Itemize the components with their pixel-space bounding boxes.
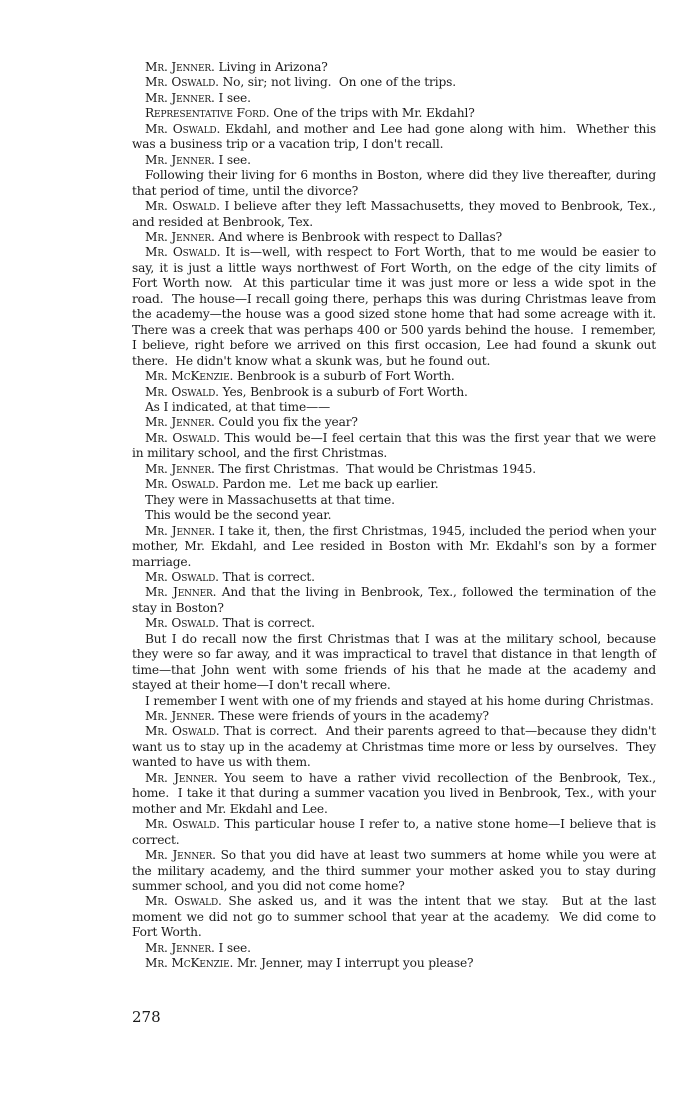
paragraph-text: That is correct. — [218, 569, 315, 584]
transcript-paragraph — [132, 199, 660, 230]
transcript-paragraph — [132, 956, 656, 971]
speaker-label: Mr. Jenner. — [145, 585, 217, 600]
transcript-paragraph — [132, 106, 656, 121]
transcript-paragraph — [132, 817, 660, 848]
transcript-paragraph — [132, 585, 660, 616]
speaker-label: Mr. Oswald. — [145, 121, 221, 136]
transcript-paragraph — [132, 894, 660, 940]
transcript-body — [132, 60, 664, 972]
transcript-paragraph — [132, 477, 656, 492]
paragraph-text: So that you did have at least two summers at home while you were at the military academy, and the third summer your mother asked you to stay during summer school, and you did not come home? — [132, 848, 660, 894]
transcript-paragraph — [132, 462, 656, 477]
transcript-paragraph — [132, 385, 656, 400]
speaker-label: Mr. Jenner. — [145, 523, 216, 538]
paragraph-text: Benbrook is a suburb of Fort Worth. — [233, 369, 455, 384]
transcript-paragraph — [132, 493, 656, 508]
paragraph-text: You seem to have a rather vivid recollection of the Benbrook, Tex., home. I take it that during a summer vacation you lived in Benbrook, Tex., with your mother and Mr. Ekdahl and Lee. — [132, 770, 660, 816]
transcript-paragraph — [132, 724, 660, 770]
paragraph-text: These were friends of yours in the academy? — [214, 709, 489, 724]
transcript-paragraph — [132, 75, 656, 90]
transcript-paragraph — [132, 60, 656, 75]
speaker-label: Mr. Oswald. — [145, 477, 219, 492]
paragraph-text: I believe after they left Massachusetts, they moved to Benbrook, Tex., and resided at Benbrook, Tex. — [132, 199, 660, 229]
transcript-paragraph — [132, 508, 656, 523]
paragraph-text: I see. — [214, 152, 251, 167]
speaker-label: Mr. Oswald. — [145, 724, 220, 739]
transcript-paragraph — [132, 848, 660, 894]
paragraph-text: This would be—I feel certain that this was the first year that we were in military school, and the first Christmas. — [132, 430, 660, 461]
paragraph-text: No, sir; not living. On one of the trips. — [218, 75, 456, 90]
paragraph-text: That is correct. And their parents agreed to that—because they didn't want us to stay up in the academy at Christmas time more or less by ourselves. They wanted to have us with them. — [132, 724, 660, 770]
paragraph-text: And where is Benbrook with respect to Dallas? — [214, 229, 502, 244]
paragraph-text: This would be the second year. — [145, 508, 332, 523]
transcript-paragraph — [132, 616, 656, 631]
paragraph-text: As I indicated, at that time—— — [145, 399, 331, 414]
speaker-label: Mr. Oswald. — [145, 199, 220, 214]
paragraph-text: They were in Massachusetts at that time. — [145, 492, 395, 507]
speaker-label: Representative Ford. — [145, 106, 270, 121]
speaker-label: Mr. Oswald. — [145, 75, 219, 90]
paragraph-text: Following their living for 6 months in Boston, where did they live thereafter, during that period of time, until the divorce? — [132, 168, 660, 198]
transcript-paragraph — [132, 168, 660, 199]
transcript-paragraph — [132, 941, 656, 956]
paragraph-text: One of the trips with Mr. Ekdahl? — [269, 106, 475, 121]
speaker-label: Mr. Jenner. — [145, 90, 215, 105]
speaker-label: Mr. Oswald. — [145, 245, 221, 260]
paragraph-text: She asked us, and it was the intent that we stay. But at the last moment we did not go to summer school that year at the academy. We did come to Fort Worth. — [132, 894, 660, 940]
speaker-label: Mr. Oswald. — [145, 569, 219, 584]
speaker-label: Mr. Jenner. — [145, 415, 215, 430]
paragraph-text: I see. — [214, 940, 251, 955]
paragraph-text: Living in Arizona? — [214, 60, 328, 74]
speaker-label: Mr. Oswald. — [145, 817, 220, 832]
speaker-label: Mr. Oswald. — [145, 616, 219, 631]
transcript-paragraph — [132, 770, 660, 817]
paragraph-text: And that the living in Benbrook, Tex., followed the termination of the stay in Boston? — [132, 585, 660, 615]
transcript-paragraph — [132, 523, 660, 570]
transcript-paragraph — [132, 430, 660, 462]
transcript-paragraph — [132, 400, 656, 415]
transcript-paragraph — [132, 121, 660, 153]
transcript-paragraph — [132, 570, 656, 585]
paragraph-text: Mr. Jenner, may I interrupt you please? — [233, 956, 474, 971]
speaker-label: Mr. Jenner. — [145, 940, 215, 955]
speaker-label: Mr. Jenner. — [145, 229, 215, 244]
transcript-paragraph — [132, 631, 660, 694]
speaker-label: Mr. Oswald. — [145, 384, 219, 399]
speaker-label: Mr. Jenner. — [145, 461, 215, 476]
speaker-label: Mr. Jenner. — [145, 770, 218, 785]
speaker-label: Mr. McKenzie. — [145, 956, 234, 971]
transcript-paragraph — [132, 230, 656, 245]
speaker-label: Mr. Jenner. — [145, 848, 216, 863]
paragraph-text: That is correct. — [218, 616, 315, 631]
paragraph-text: Yes, Benbrook is a suburb of Fort Worth. — [218, 384, 468, 399]
speaker-label: Mr. McKenzie. — [145, 369, 234, 384]
paragraph-text: I take it, then, the first Christmas, 1945, included the period when your mother, Mr. Ekdahl, and Lee resided in Boston with Mr. Ekdahl's son by a former marriage. — [132, 523, 660, 569]
transcript-paragraph — [132, 369, 656, 384]
speaker-label: Mr. Oswald. — [145, 894, 222, 909]
speaker-label: Mr. Oswald. — [145, 430, 220, 445]
transcript-paragraph — [132, 415, 656, 430]
transcript-paragraph — [132, 153, 656, 168]
speaker-label: Mr. Jenner. — [145, 60, 215, 74]
paragraph-text: This particular house I refer to, a native stone home—I believe that is correct. — [132, 817, 660, 847]
speaker-label: Mr. Jenner. — [145, 152, 215, 167]
speaker-label: Mr. Jenner. — [145, 709, 215, 724]
page-number: 278 — [132, 1008, 161, 1026]
paragraph-text: Could you fix the year? — [214, 415, 358, 430]
paragraph-text: It is—well, with respect to Fort Worth, that to me would be easier to say, it is just a little ways northwest of Fort Worth, on the edge of the city limits of Fort Worth now. At this particular time it was just more or less a wide spot in the road. The house—I recall going there, perhaps this was during Christmas leave from the academy—the house was a good sized stone home that had some acreage with it. There was a creek that was perhaps 400 or 500 yards behind the house. I remember, I believe, right before we arrived on this first occasion, Lee had found a skunk out there. He didn't know what a skunk was, but he found out. — [132, 245, 664, 368]
paragraph-text: Pardon me. Let me back up earlier. — [218, 477, 439, 492]
transcript-paragraph — [132, 91, 656, 106]
paragraph-text: I see. — [214, 90, 251, 105]
paragraph-text: The first Christmas. That would be Christmas 1945. — [214, 461, 536, 476]
paragraph-text: But I do recall now the first Christmas that I was at the military school, because they were so far away, and it was impractical to travel that distance in that length of time—that John went with some friends of his that he made at the academy and stayed at their home—I don't recall where. — [132, 631, 660, 693]
transcript-paragraph — [132, 245, 664, 369]
paragraph-text: I remember I went with one of my friends and stayed at his home during Christmas. — [145, 693, 654, 708]
transcript-paragraph — [132, 694, 656, 709]
transcript-paragraph — [132, 709, 656, 724]
paragraph-text: Ekdahl, and mother and Lee had gone along with him. Whether this was a business trip or a vacation trip, I don't recall. — [132, 121, 660, 152]
